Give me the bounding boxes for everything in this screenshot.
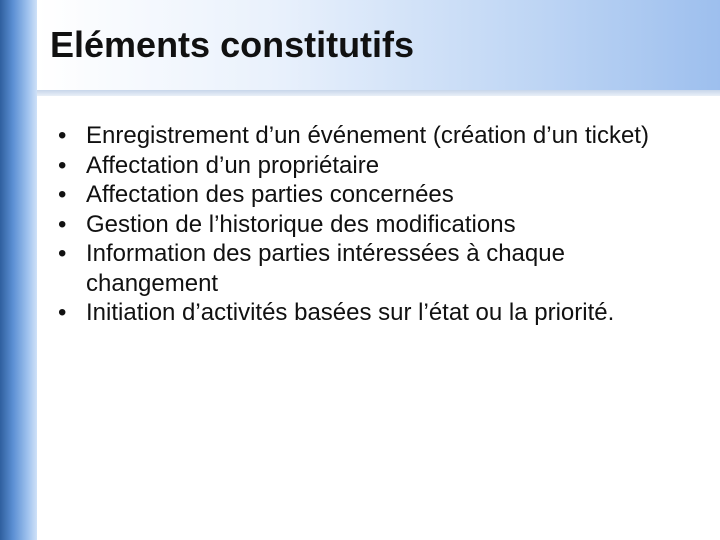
bullet-item [58,210,678,240]
bullet-item [58,151,678,181]
bullet-icon: • [58,299,67,326]
bullet-icon: • [58,151,67,179]
bullet-text: Initiation d’activités basées sur l’état ou la priorité. [86,299,615,326]
bullet-text: Affectation d’un propriétaire [86,151,380,179]
bullet-item [58,239,678,298]
bullet-icon: • [58,240,67,267]
bullet-list [58,121,678,328]
bullet-icon: • [58,181,67,208]
bullet-icon: • [58,210,67,238]
bullet-text: Affectation des parties concernées [86,181,454,208]
bullet-text: Information des parties intéressées à chaque changement [86,240,565,297]
bullet-item [58,121,678,151]
bullet-icon: • [58,122,67,149]
slide-title: Eléments constitutifs [50,24,415,65]
bullet-item [58,298,678,328]
left-accent-bar [0,0,37,540]
bullet-text: Enregistrement d’un événement (création d’un ticket) [86,122,649,149]
bullet-item [58,180,678,210]
bullet-text: Gestion de l’historique des modifications [86,210,516,238]
title-divider [37,90,720,96]
